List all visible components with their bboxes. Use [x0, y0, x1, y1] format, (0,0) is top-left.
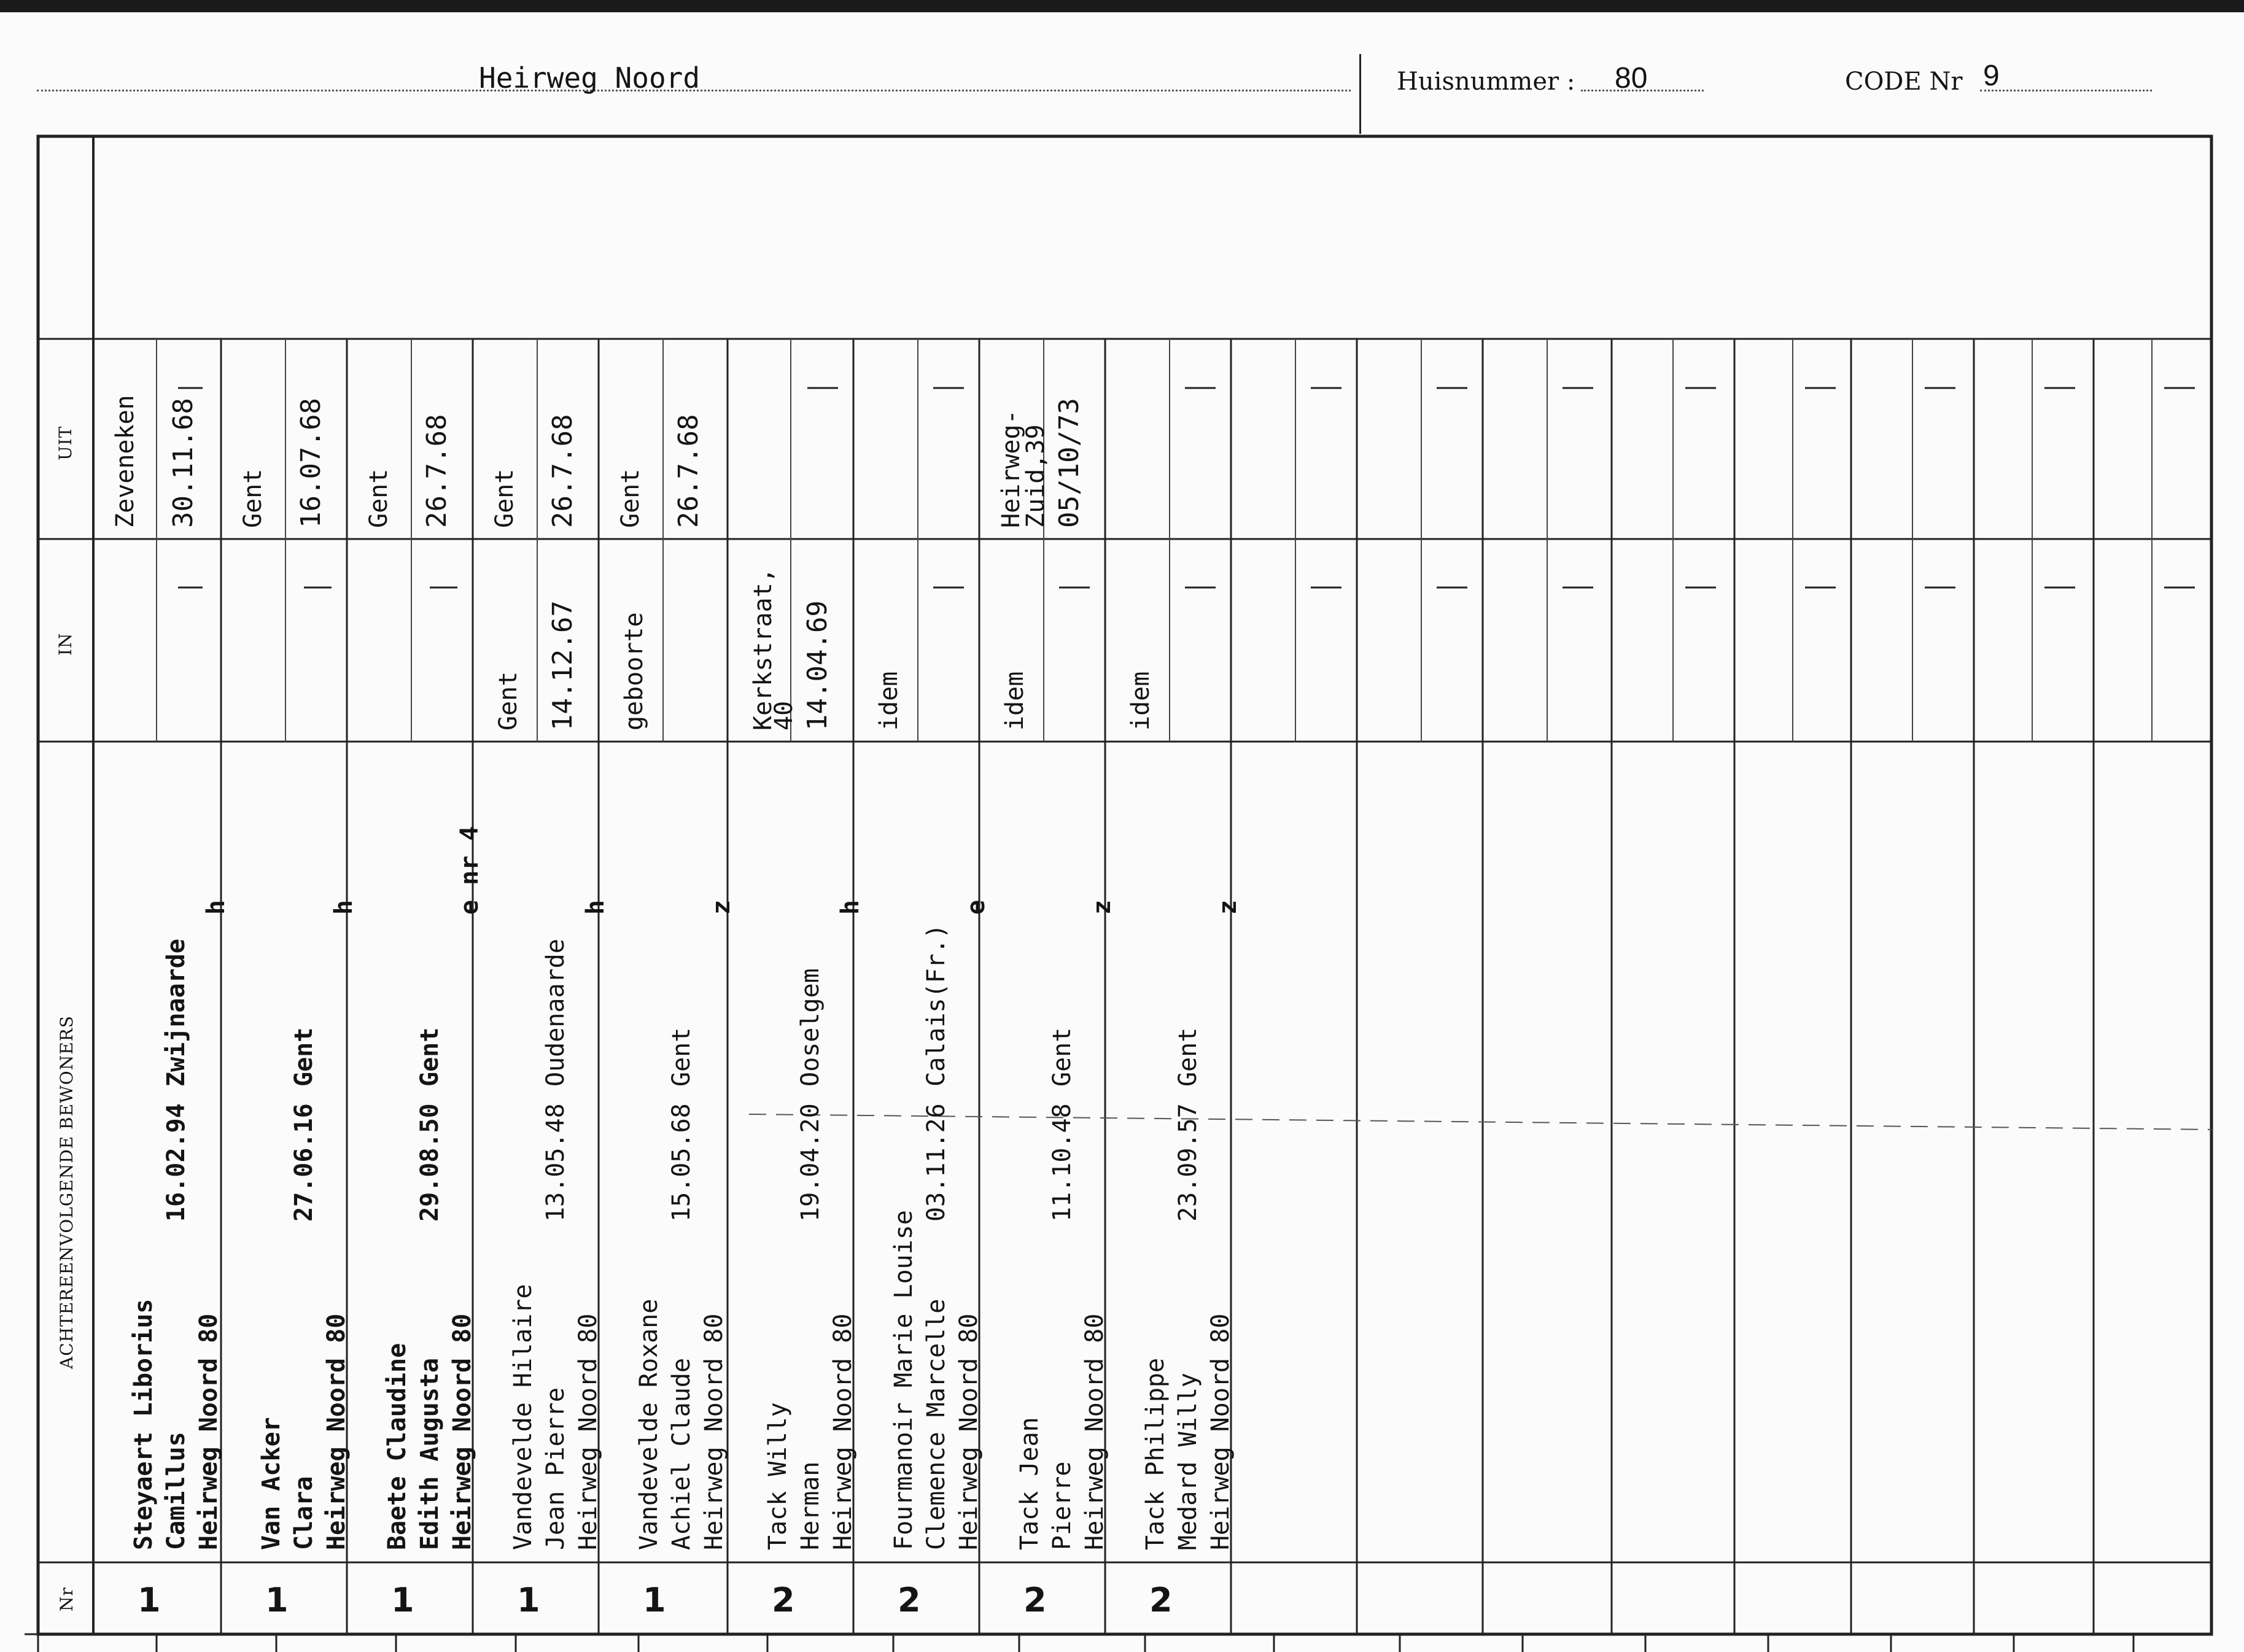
- in-place: Gent: [494, 671, 522, 731]
- birth-place: Oudenaarde: [542, 939, 570, 1087]
- uit-date: 26.7.68: [547, 414, 578, 528]
- mark: z: [707, 899, 736, 915]
- mark: h: [202, 899, 230, 915]
- birth-place: Calais(Fr.): [922, 924, 950, 1087]
- in-date: 14.12.67: [547, 600, 578, 731]
- in-date: 14.04.69: [802, 600, 833, 731]
- mark: h: [836, 899, 864, 915]
- row-nr: 1: [391, 1581, 414, 1619]
- resident-firstnames: Clara: [290, 1476, 318, 1550]
- uit-place: Gent: [239, 468, 267, 528]
- resident-address: Heirweg Noord 80: [955, 1313, 983, 1550]
- resident-address: Heirweg Noord 80: [829, 1313, 857, 1550]
- uit-place: Gent: [616, 468, 645, 528]
- resident-address: Heirweg Noord 80: [322, 1313, 351, 1550]
- row-nr: 2: [1149, 1581, 1173, 1619]
- row-nr: 2: [1023, 1581, 1047, 1619]
- birth-place: Gent: [290, 1027, 318, 1087]
- resident-address: Heirweg Noord 80: [574, 1313, 602, 1550]
- uit-place: Gent: [365, 468, 393, 528]
- row-nr: 1: [265, 1581, 289, 1619]
- birth-date-place: 19.04.20: [796, 1103, 825, 1222]
- resident-firstnames: Clemence Marcelle: [922, 1298, 950, 1550]
- code-label: CODE Nr: [1845, 68, 1963, 96]
- row-nr: 1: [643, 1581, 666, 1619]
- mark: h: [330, 899, 358, 915]
- birth-place: Gent: [667, 1027, 696, 1087]
- resident-address: Heirweg Noord 80: [700, 1313, 728, 1550]
- uit-place-extra: Zuid,39: [1022, 424, 1050, 528]
- resident-firstnames: Camillus: [162, 1432, 190, 1550]
- huisnummer-value: 80: [1615, 62, 1648, 95]
- birth-place: Gent: [1048, 1027, 1076, 1087]
- resident-firstnames: Achiel Claude: [667, 1357, 696, 1550]
- resident-address: Heirweg Noord 80: [448, 1313, 476, 1550]
- birth-place: Ooselgem: [796, 968, 825, 1087]
- resident-name: Tack Philippe: [1141, 1357, 1170, 1550]
- birth-place: Gent: [416, 1027, 444, 1087]
- uit-date: 26.7.68: [673, 414, 704, 528]
- row-nr: 1: [517, 1581, 540, 1619]
- resident-firstnames: Medard Willy: [1174, 1373, 1202, 1550]
- birth-date-place: 23.09.57: [1174, 1103, 1202, 1222]
- uit-label: UIT: [55, 425, 76, 460]
- row-nr: 2: [772, 1581, 795, 1619]
- resident-name: Steyaert Liborius: [130, 1298, 158, 1550]
- birth-date-place: 15.05.68: [667, 1103, 696, 1222]
- resident-name: Tack Willy: [764, 1402, 792, 1550]
- resident-name: Fourmanoir Marie Louise: [890, 1210, 918, 1550]
- in-place-extra: 40: [770, 700, 798, 731]
- mark: z: [1214, 899, 1242, 915]
- resident-firstnames: Pierre: [1048, 1461, 1076, 1550]
- resident-address: Heirweg Noord 80: [195, 1313, 223, 1550]
- mark: z: [1088, 899, 1116, 915]
- resident-name: Vandevelde Roxane: [635, 1298, 663, 1550]
- resident-firstnames: Herman: [796, 1461, 825, 1550]
- resident-address: Heirweg Noord 80: [1206, 1313, 1235, 1550]
- birth-place: Gent: [1174, 1027, 1202, 1087]
- birth-date-place: 03.11.26: [922, 1103, 950, 1222]
- birth-date-place: 29.08.50: [416, 1103, 444, 1222]
- huisnummer-label: Huisnummer :: [1397, 68, 1575, 96]
- in-place: geboorte: [620, 612, 648, 731]
- row-nr: 2: [898, 1581, 921, 1619]
- birth-place: Zwijnaarde: [162, 939, 190, 1087]
- uit-place: Heirweg-: [997, 409, 1025, 528]
- nr-label: Nr: [56, 1587, 77, 1611]
- in-label: IN: [55, 632, 76, 656]
- in-place: Kerkstraat,: [749, 568, 777, 731]
- resident-firstnames: Edith Augusta: [416, 1357, 444, 1550]
- uit-date: 30.11.68: [168, 398, 199, 528]
- resident-address: Heirweg Noord 80: [1081, 1313, 1109, 1550]
- uit-date: 26.7.68: [421, 414, 452, 528]
- bewoners-label: ACHTEREENVOLGENDE BEWONERS: [56, 1015, 77, 1369]
- birth-date-place: 11.10.48: [1048, 1103, 1076, 1222]
- uit-place: Gent: [491, 468, 519, 528]
- resident-firstnames: Jean Pierre: [542, 1387, 570, 1550]
- street-name: Heirweg Noord: [479, 61, 701, 95]
- in-place: idem: [1001, 671, 1029, 731]
- in-place: idem: [875, 671, 903, 731]
- in-place: idem: [1127, 671, 1155, 731]
- birth-date-place: 16.02.94: [162, 1103, 190, 1222]
- outer-frame: [38, 136, 2211, 1634]
- uit-place: Zeveneken: [111, 395, 139, 528]
- resident-name: Baete Claudine: [383, 1343, 411, 1550]
- mark: e nr 4: [456, 826, 484, 915]
- row-nr: 1: [138, 1581, 161, 1619]
- empty-dashes: [178, 388, 2195, 588]
- resident-name: Tack Jean: [1015, 1417, 1044, 1550]
- birth-date-place: 13.05.48: [542, 1103, 570, 1222]
- resident-name: Vandevelde Hilaire: [509, 1284, 537, 1550]
- birth-date-place: 27.06.16: [290, 1103, 318, 1222]
- mark: h: [581, 899, 610, 915]
- uit-date: 16.07.68: [295, 398, 327, 528]
- resident-name: Van Acker: [257, 1417, 285, 1550]
- code-value: 9: [1983, 60, 2000, 92]
- fold-line: [749, 1114, 2211, 1130]
- uit-date: 05/10/73: [1054, 398, 1085, 528]
- mark: e: [962, 899, 990, 915]
